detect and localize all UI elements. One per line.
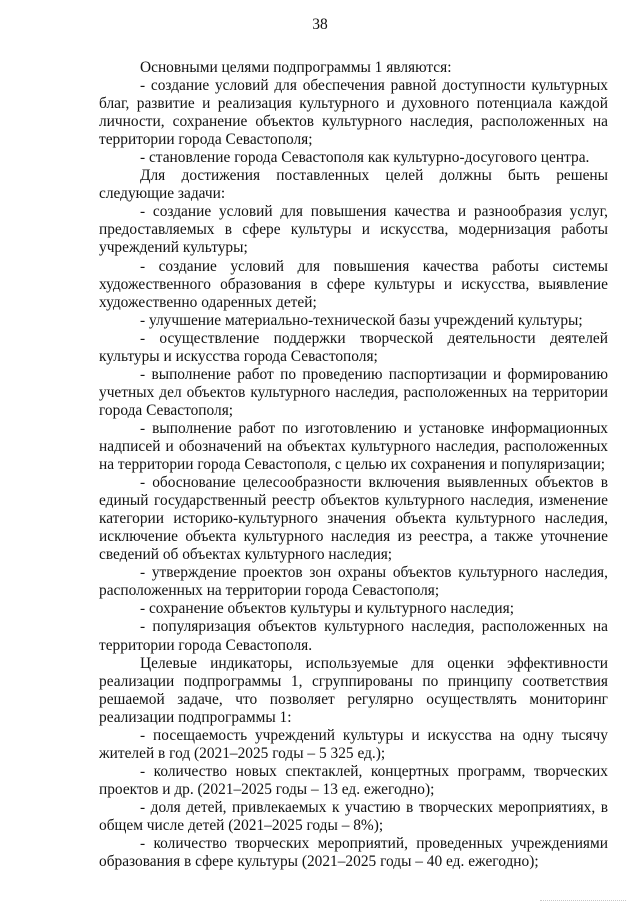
list-item-task: - осуществление поддержки творческой деятельности деятелей культуры и искусства города Севастополя;	[99, 329, 608, 365]
list-item-task: - сохранение объектов культуры и культурного наследия;	[140, 600, 515, 618]
list-item-task: - обоснование целесообразности включения выявленных объектов в единый государственный реестр объектов культурного наследия, изменение категории историко-культурного значения объекта культурного наследия, исключение объекта культурного наследия из реестра, а также уточнение сведений об объектах культурного наследия;	[99, 474, 608, 564]
paragraph-indicators-intro: Целевые индикаторы, используемые для оценки эффективности реализации подпрограммы 1, сгруппированы по принципу соответствия решаемой задаче, что позволяет регулярно осуществлять мониторинг реализации подпрограммы 1:	[99, 654, 608, 726]
list-item-task: - создание условий для повышения качества работы системы художественного образования в сфере культуры и искусства, выявление художественно одаренных детей;	[99, 257, 608, 311]
list-item-indicator: - посещаемость учреждений культуры и искусства на одну тысячу жителей в год (2021–2025 годы – 5 325 ед.);	[99, 726, 608, 762]
scan-artifact-line	[540, 898, 626, 901]
list-item-indicator: - количество новых спектаклей, концертных программ, творческих проектов и др. (2021–2025 годы – 13 ед. ежегодно);	[99, 762, 608, 798]
list-item-task: - выполнение работ по проведению паспортизации и формированию учетных дел объектов культурного наследия, расположенных на территории города Севастополя;	[99, 365, 608, 419]
list-item-task: - выполнение работ по изготовлению и установке информационных надписей и обозначений на объектах культурного наследия, расположенных на территории города Севастополя, с целью их сохранения и популяризации;	[99, 419, 608, 474]
page-number: 38	[312, 16, 328, 33]
list-item-task: - популяризация объектов культурного наследия, расположенных на территории города Севастополя.	[99, 618, 608, 654]
paragraph-tasks-intro: Для достижения поставленных целей должны быть решены следующие задачи:	[99, 167, 608, 203]
list-item-indicator: - доля детей, привлекаемых к участию в творческих мероприятиях, в общем числе детей (2021–2025 годы – 8%);	[99, 798, 608, 834]
list-item-indicator: - количество творческих мероприятий, проведенных учреждениями образования в сфере культуры (2021–2025 годы – 40 ед. ежегодно);	[99, 835, 608, 871]
document-body	[99, 59, 608, 871]
paragraph-goals-intro: Основными целями подпрограммы 1 являются:	[140, 59, 452, 76]
list-item-task: - улучшение материально-технической базы учреждений культуры;	[140, 311, 583, 329]
list-item-task: - утверждение проектов зон охраны объектов культурного наследия, расположенных на территории города Севастополя;	[99, 564, 608, 600]
list-item-goal: - создание условий для обеспечения равной доступности культурных благ, развитие и реализация культурного и духовного потенциала каждой личности, сохранение объектов культурного наследия, расположенных на территории города Севастополя;	[99, 77, 608, 149]
list-item-goal: - становление города Севастополя как культурно-досугового центра.	[140, 149, 590, 167]
list-item-task: - создание условий для повышения качества и разнообразия услуг, предоставляемых в сфере культуры и искусства, модернизация работы учреждений культуры;	[99, 203, 608, 257]
